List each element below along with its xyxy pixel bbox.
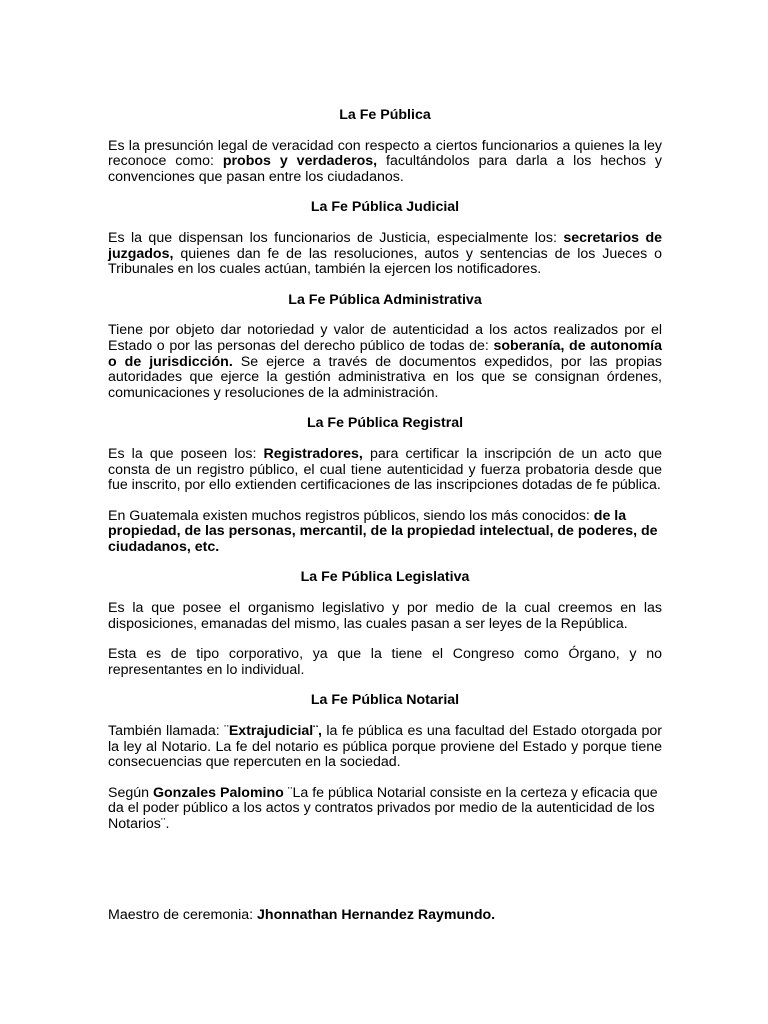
signature-line <box>108 908 495 924</box>
section-title-notarial: La Fe Pública Notarial <box>310 692 460 709</box>
paragraph: En Guatemala existen muchos registros públicos, siendo los más conocidos: de la propiedad, de las personas, mercantil, de la propiedad intelectual, de poderes, de ciudadanos, etc. <box>108 507 658 555</box>
paragraph: Según Gonzales Palomino ¨La fe pública Notarial consiste en la certeza y eficacia que da el poder público a los actos y contratos privados por medio de la autenticidad de los Notarios¨. <box>108 784 658 832</box>
paragraph: Es la que dispensan los funcionarios de Justicia, especialmente los: secretarios de juzgados, quienes dan fe de las resoluciones, autos y sentencias de los Jueces o Tribunales en los cuales actúan, también la ejercen los notificadores. <box>108 229 662 278</box>
paragraph: Tiene por objeto dar notoriedad y valor de autenticidad a los actos realizados por el Estado o por las personas del derecho público de todas de: soberanía, de autonomía o de jurisdicción. Se ejerce a través de documentos expedidos, por las propias autoridades que ejerce la gestión administrativa en los que se consignan órdenes, comunicaciones y resoluciones de la administración. <box>108 322 662 401</box>
paragraph: Es la presunción legal de veracidad con respecto a ciertos funcionarios a quienes la ley reconoce como: probos y verdaderos, facultándolos para darla a los hechos y convenciones que pasan entre los ciudadanos. <box>108 137 662 185</box>
document-body <box>108 108 662 848</box>
paragraph: Es la que posee el organismo legislativo y por medio de la cual creemos en las disposiciones, emanadas del mismo, las cuales pasan a ser leyes de la República. <box>108 600 662 632</box>
section-title-registral: La Fe Pública Registral <box>306 415 464 432</box>
paragraph: Esta es de tipo corporativo, ya que la tiene el Congreso como Órgano, y no representantes en lo individual. <box>108 646 662 678</box>
paragraph: Es la que poseen los: Registradores, para certificar la inscripción de un acto que consta de un registro público, el cual tiene autenticidad y fuerza probatoria desde que fue inscrito, por ello extienden certificaciones de las inscripciones dotadas de fe pública. <box>108 445 663 494</box>
signature-name: Jhonnathan Hernandez Raymundo. <box>257 907 496 923</box>
section-title-judicial: La Fe Pública Judicial <box>310 199 460 216</box>
section-title-legislativa: La Fe Pública Legislativa <box>300 569 470 586</box>
signature-label: Maestro de ceremonia: <box>108 907 258 923</box>
paragraph: También llamada: ¨Extrajudicial¨, la fe pública es una facultad del Estado otorgada por la ley al Notario. La fe del notario es pública porque proviene del Estado y porque tiene consecuencias que repercuten en la sociedad. <box>108 723 663 771</box>
section-title-administrativa: La Fe Pública Administrativa <box>288 291 482 308</box>
section-title-fe-publica: La Fe Pública <box>339 107 431 123</box>
